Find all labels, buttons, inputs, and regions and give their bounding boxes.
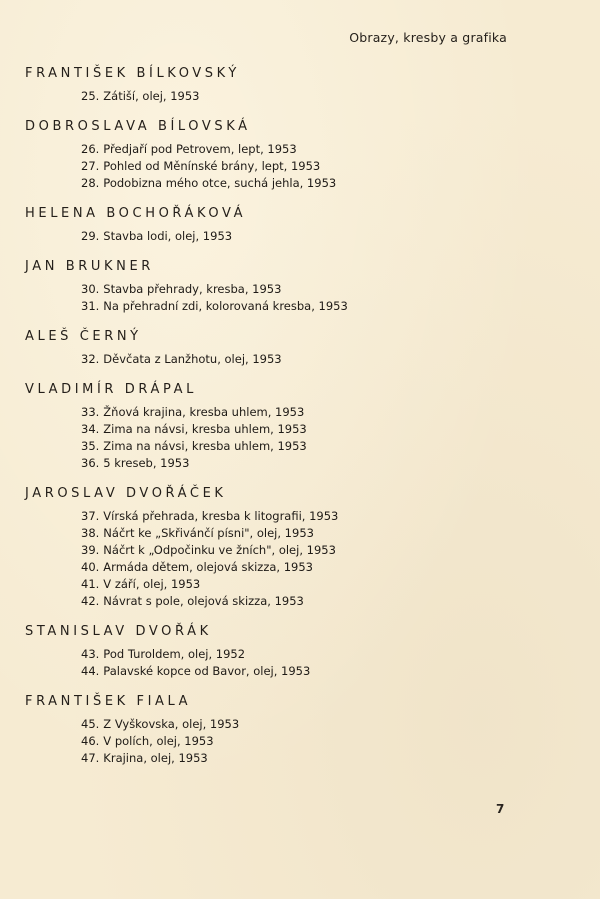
works-list bbox=[25, 508, 545, 610]
work-item bbox=[81, 158, 545, 175]
artist-section bbox=[25, 486, 545, 610]
artist-section bbox=[25, 694, 545, 767]
work-item bbox=[81, 663, 545, 680]
work-number: 34. bbox=[81, 422, 100, 436]
artist-section bbox=[25, 624, 545, 680]
works-list bbox=[25, 351, 545, 368]
artist-section bbox=[25, 206, 545, 245]
work-number: 43. bbox=[81, 647, 100, 661]
artist-section bbox=[25, 259, 545, 315]
work-item bbox=[81, 281, 545, 298]
work-title: Zima na návsi, kresba uhlem, 1953 bbox=[103, 422, 307, 436]
artist-name: VLADIMÍR DRÁPAL bbox=[25, 382, 197, 397]
work-number: 27. bbox=[81, 159, 100, 173]
work-number: 28. bbox=[81, 176, 100, 190]
artist-name: HELENA BOCHOŘÁKOVÁ bbox=[25, 206, 247, 221]
work-title: V září, olej, 1953 bbox=[103, 577, 201, 591]
page-number: 7 bbox=[496, 802, 505, 816]
works-list bbox=[25, 281, 545, 315]
work-item bbox=[81, 750, 545, 767]
work-item bbox=[81, 404, 545, 421]
work-number: 46. bbox=[81, 734, 100, 748]
work-item bbox=[81, 508, 545, 525]
work-number: 44. bbox=[81, 664, 100, 678]
work-number: 42. bbox=[81, 594, 100, 608]
artist-name: ALEŠ ČERNÝ bbox=[25, 329, 142, 344]
work-number: 25. bbox=[81, 89, 100, 103]
work-number: 40. bbox=[81, 560, 100, 574]
works-list bbox=[25, 716, 545, 767]
work-title: Návrat s pole, olejová skizza, 1953 bbox=[103, 594, 304, 608]
work-title: Z Vyškovska, olej, 1953 bbox=[103, 717, 240, 731]
work-number: 41. bbox=[81, 577, 100, 591]
work-item bbox=[81, 141, 545, 158]
work-title: Stavba lodi, olej, 1953 bbox=[103, 229, 233, 243]
work-item bbox=[81, 576, 545, 593]
work-title: V polích, olej, 1953 bbox=[103, 734, 214, 748]
work-number: 38. bbox=[81, 526, 100, 540]
artist-section bbox=[25, 329, 545, 368]
works-list bbox=[25, 404, 545, 472]
work-number: 35. bbox=[81, 439, 100, 453]
work-number: 26. bbox=[81, 142, 100, 156]
work-number: 39. bbox=[81, 543, 100, 557]
work-title: Žňová krajina, kresba uhlem, 1953 bbox=[103, 405, 305, 419]
work-title: Předjaří pod Petrovem, lept, 1953 bbox=[103, 142, 297, 156]
work-number: 47. bbox=[81, 751, 100, 765]
work-item bbox=[81, 733, 545, 750]
work-title: Zima na návsi, kresba uhlem, 1953 bbox=[103, 439, 307, 453]
work-item bbox=[81, 298, 545, 315]
artist-name: STANISLAV DVOŘÁK bbox=[25, 624, 212, 639]
work-title: Podobizna mého otce, suchá jehla, 1953 bbox=[103, 176, 337, 190]
work-title: Zátiší, olej, 1953 bbox=[103, 89, 200, 103]
work-title: Stavba přehrady, kresba, 1953 bbox=[103, 282, 282, 296]
work-item bbox=[81, 646, 545, 663]
work-title: Pohled od Měnínské brány, lept, 1953 bbox=[103, 159, 321, 173]
artist-name: DOBROSLAVA BÍLOVSKÁ bbox=[25, 119, 251, 134]
artist-section bbox=[25, 66, 545, 105]
artist-name: FRANTIŠEK BÍLKOVSKÝ bbox=[25, 66, 240, 81]
work-number: 45. bbox=[81, 717, 100, 731]
work-title: Armáda dětem, olejová skizza, 1953 bbox=[103, 560, 314, 574]
work-number: 30. bbox=[81, 282, 100, 296]
work-item bbox=[81, 88, 545, 105]
work-number: 36. bbox=[81, 456, 100, 470]
work-number: 29. bbox=[81, 229, 100, 243]
works-list bbox=[25, 228, 545, 245]
work-item bbox=[81, 559, 545, 576]
works-list bbox=[25, 88, 545, 105]
work-item bbox=[81, 175, 545, 192]
works-list bbox=[25, 646, 545, 680]
work-item bbox=[81, 525, 545, 542]
work-title: Na přehradní zdi, kolorovaná kresba, 1953 bbox=[103, 299, 348, 313]
work-number: 37. bbox=[81, 509, 100, 523]
work-title: Krajina, olej, 1953 bbox=[103, 751, 208, 765]
work-title: Děvčata z Lanžhotu, olej, 1953 bbox=[103, 352, 282, 366]
running-head: Obrazy, kresby a grafika bbox=[349, 30, 507, 45]
work-number: 32. bbox=[81, 352, 100, 366]
work-title: Palavské kopce od Bavor, olej, 1953 bbox=[103, 664, 311, 678]
work-number: 31. bbox=[81, 299, 100, 313]
work-number: 33. bbox=[81, 405, 100, 419]
artist-list bbox=[25, 66, 545, 781]
work-item bbox=[81, 351, 545, 368]
work-item bbox=[81, 542, 545, 559]
work-title: Náčrt ke „Skřivánčí písni", olej, 1953 bbox=[103, 526, 314, 540]
work-title: Náčrt k „Odpočinku ve žních", olej, 1953 bbox=[103, 543, 336, 557]
artist-section bbox=[25, 119, 545, 192]
artist-name: FRANTIŠEK FIALA bbox=[25, 694, 192, 709]
work-item bbox=[81, 228, 545, 245]
work-item bbox=[81, 593, 545, 610]
work-item bbox=[81, 438, 545, 455]
work-item bbox=[81, 716, 545, 733]
work-title: Pod Turoldem, olej, 1952 bbox=[103, 647, 246, 661]
work-title: 5 kreseb, 1953 bbox=[103, 456, 190, 470]
artist-section bbox=[25, 382, 545, 472]
work-item bbox=[81, 421, 545, 438]
work-item bbox=[81, 455, 545, 472]
artist-name: JAN BRUKNER bbox=[25, 259, 154, 274]
artist-name: JAROSLAV DVOŘÁČEK bbox=[25, 486, 227, 501]
work-title: Vírská přehrada, kresba k litografii, 1953 bbox=[103, 509, 339, 523]
works-list bbox=[25, 141, 545, 192]
